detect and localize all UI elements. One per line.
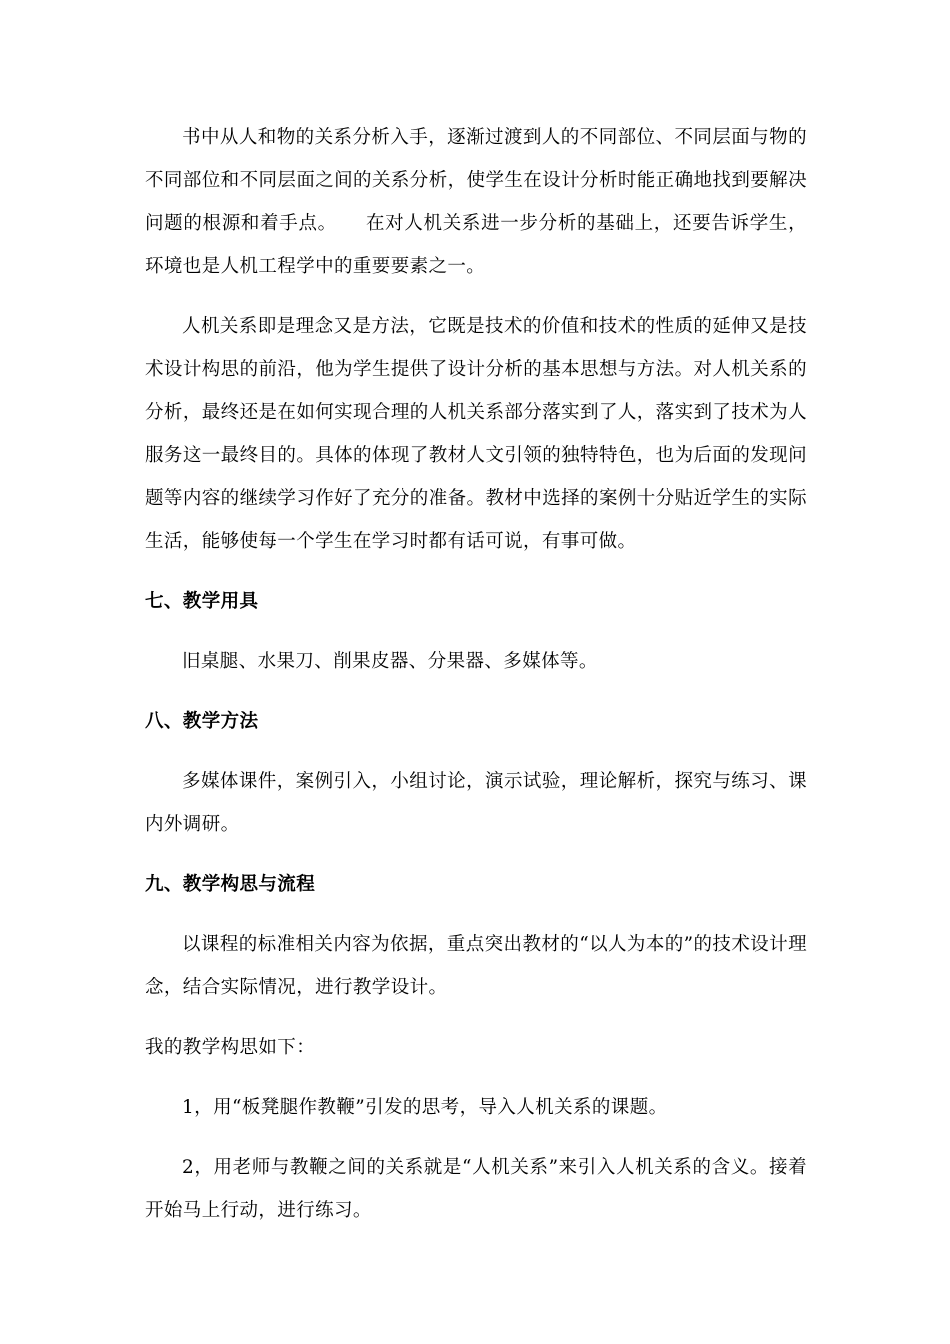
paragraph-relationship-analysis: 书中从人和物的关系分析入手，逐渐过渡到人的不同部位、不同层面与物的不同部位和不同层面之间的关系分析，使学生在设计分析时能正确地找到要解决问题的根源和着手点。 在对人机关系进一步分析的基础上，还要告诉学生，环境也是人机工程学中的重要要素之一。 <box>145 127 807 277</box>
heading-teaching-tools: 七、教学用具 <box>145 591 259 612</box>
document-page <box>145 116 807 1232</box>
paragraph-design-intro: 我的教学构思如下： <box>145 1037 316 1058</box>
paragraph-step-2: 2，用老师与教鞭之间的关系就是“人机关系”来引入人机关系的含义。接着开始马上行动，进行练习。 <box>145 1157 807 1221</box>
paragraph-teaching-tools: 旧桌腿、水果刀、削果皮器、分果器、多媒体等。 <box>182 651 598 672</box>
paragraph-step-1: 1，用“板凳腿作教鞭”引发的思考，导入人机关系的课题。 <box>182 1097 668 1118</box>
spacer <box>145 846 807 863</box>
spacer <box>145 1069 807 1086</box>
spacer <box>145 683 807 700</box>
spacer <box>145 563 807 580</box>
heading-teaching-design: 九、教学构思与流程 <box>145 874 316 895</box>
spacer <box>145 906 807 923</box>
spacer <box>145 288 807 305</box>
paragraph-teaching-methods: 多媒体课件，案例引入，小组讨论，演示试验，理论解析，探究与练习、课内外调研。 <box>145 771 807 835</box>
heading-teaching-methods: 八、教学方法 <box>145 711 259 732</box>
spacer <box>145 1129 807 1146</box>
paragraph-teaching-design: 以课程的标准相关内容为依据，重点突出教材的“以人为本的”的技术设计理念，结合实际情况，进行教学设计。 <box>145 934 807 998</box>
spacer <box>145 743 807 760</box>
spacer <box>145 1009 807 1026</box>
paragraph-human-machine-concept: 人机关系即是理念又是方法，它既是技术的价值和技术的性质的延伸又是技术设计构思的前沿，他为学生提供了设计分析的基本思想与方法。对人机关系的分析，最终还是在如何实现合理的人机关系部分落实到了人，落实到了技术为人服务这一最终目的。具体的体现了教材人文引领的独特特色，也为后面的发现问题等内容的继续学习作好了充分的准备。教材中选择的案例十分贴近学生的实际生活，能够使每一个学生在学习时都有话可说，有事可做。 <box>145 316 807 552</box>
spacer <box>145 623 807 640</box>
